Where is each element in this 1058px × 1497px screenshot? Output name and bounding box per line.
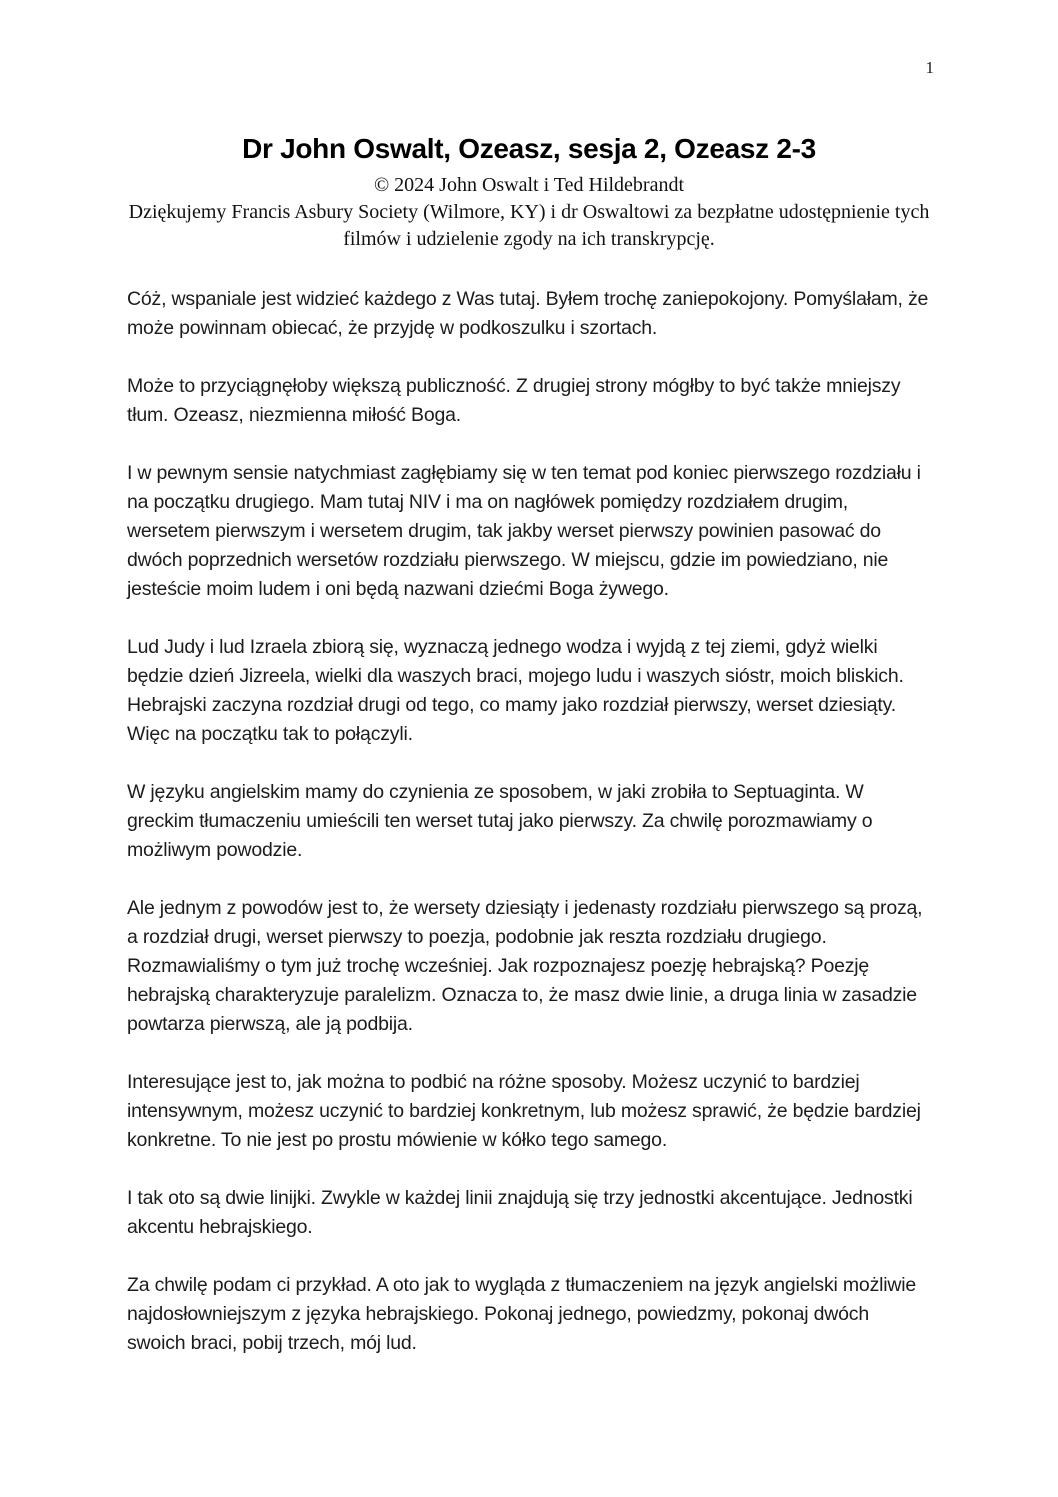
transcript-paragraph: W języku angielskim mamy do czynienia ze sposobem, w jaki zrobiła to Septuaginta. W greckim tłumaczeniu umieścili ten werset tutaj jako pierwszy. Za chwilę porozmawiamy o możliwym powodzie. bbox=[127, 781, 873, 861]
transcript-paragraph: I tak oto są dwie linijki. Zwykle w każdej linii znajdują się trzy jednostki akcentujące. Jednostki akcentu hebrajskiego. bbox=[127, 1187, 913, 1238]
transcript-paragraph: I w pewnym sensie natychmiast zagłębiamy się w ten temat pod koniec pierwszego rozdziału i na początku drugiego. Mam tutaj NIV i ma on nagłówek pomiędzy rozdziałem drugim, wersetem pierwszym i wersetem drugim, tak jakby werset pierwszy powinien pasować do dwóch poprzednich wersetów rozdziału pierwszego. W miejscu, gdzie im powiedziano, nie jesteście moim ludem i oni będą nazwani dziećmi Boga żywego. bbox=[127, 462, 921, 600]
transcript-paragraph: Może to przyciągnęłoby większą publiczność. Z drugiej strony mógłby to być także mniejszy tłum. Ozeasz, niezmienna miłość Boga. bbox=[127, 375, 901, 426]
transcript-paragraph: Lud Judy i lud Izraela zbiorą się, wyznaczą jednego wodza i wyjdą z tej ziemi, gdyż wielki będzie dzień Jizreela, wielki dla waszych braci, mojego ludu i waszych sióstr, moich bliskich. Hebrajski zaczyna rozdział drugi od tego, co mamy jako rozdział pierwszy, werset dziesiąty. Więc na początku tak to połączyli. bbox=[127, 636, 904, 745]
transcript-paragraph: Ale jednym z powodów jest to, że wersety dziesiąty i jedenasty rozdziału pierwszego są prozą, a rozdział drugi, werset pierwszy to poezja, podobnie jak reszta rozdziału drugiego. Rozmawialiśmy o tym już trochę wcześniej. Jak rozpoznajesz poezję hebrajską? Poezję hebrajską charakteryzuje paralelizm. Oznacza to, że masz dwie linie, a druga linia w zasadzie powtarza pierwszą, ale ją podbija. bbox=[127, 897, 923, 1035]
transcript-paragraph: Za chwilę podam ci przykład. A oto jak to wygląda z tłumaczeniem na język angielski możliwie najdosłowniejszym z języka hebrajskiego. Pokonaj jednego, powiedzmy, pokonaj dwóch swoich braci, pobij trzech, mój lud. bbox=[127, 1274, 917, 1354]
copyright-line: © 2024 John Oswalt i Ted Hildebrandt bbox=[373, 174, 685, 196]
transcript-paragraph: Interesujące jest to, jak można to podbić na różne sposoby. Możesz uczynić to bardziej intensywnym, możesz uczynić to bardziej konkretnym, lub możesz sprawić, że będzie bardziej konkretne. To nie jest po prostu mówienie w kółko tego samego. bbox=[127, 1071, 921, 1151]
document-header bbox=[0, 0, 1058, 253]
acknowledgement-line: Dziękujemy Francis Asbury Society (Wilmore, KY) i dr Oswaltowi za bezpłatne udostępnienie tych filmów i udzielenie zgody na ich transkrypcję. bbox=[128, 201, 930, 250]
transcript-body bbox=[127, 285, 931, 1358]
document-title: Dr John Oswalt, Ozeasz, sesja 2, Ozeasz 2-3 bbox=[242, 133, 816, 164]
page-number: 1 bbox=[925, 58, 934, 77]
transcript-paragraph: Cóż, wspaniale jest widzieć każdego z Was tutaj. Byłem trochę zaniepokojony. Pomyślałam, że może powinnam obiecać, że przyjdę w podkoszulku i szortach. bbox=[127, 288, 929, 339]
